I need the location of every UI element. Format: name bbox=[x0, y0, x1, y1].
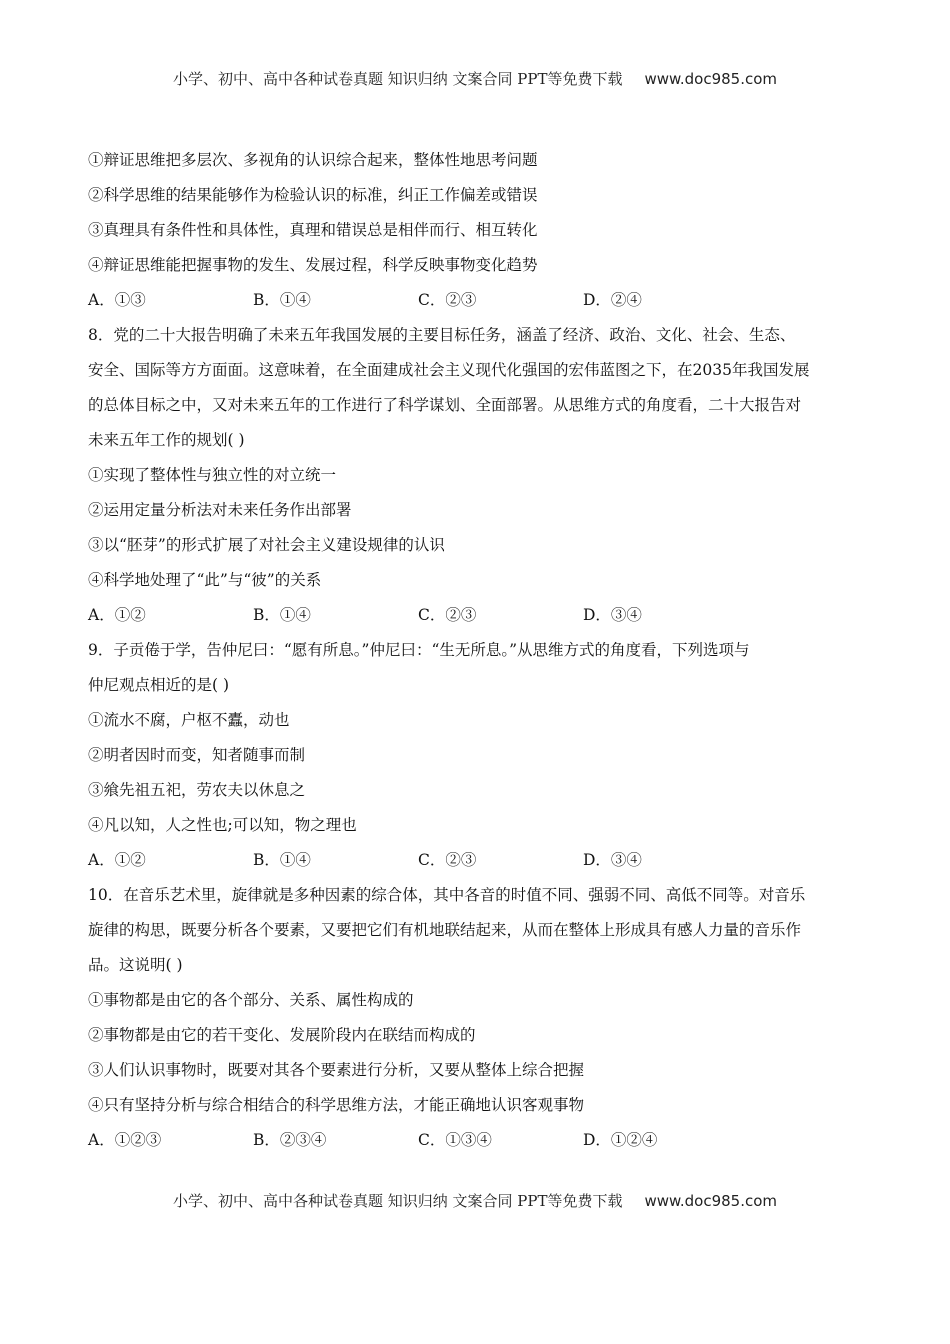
q9-item-4: ④凡以知，人之性也;可以知，物之理也 bbox=[88, 816, 357, 834]
q7-item-4: ④辩证思维能把握事物的发生、发展过程，科学反映事物变化趋势 bbox=[88, 256, 538, 274]
q7-option-a: A．①③ bbox=[88, 291, 146, 309]
q10-option-a: A．①②③ bbox=[88, 1131, 162, 1149]
q10-option-d: D．①②④ bbox=[583, 1131, 658, 1149]
q10-stem-line-3: 品。这说明( ) bbox=[88, 956, 183, 974]
footer-url[interactable]: www.doc985.com bbox=[644, 1192, 778, 1210]
q9-option-b: B．①④ bbox=[253, 851, 311, 869]
q8-item-2: ②运用定量分析法对未来任务作出部署 bbox=[88, 501, 352, 519]
q9-stem-line-1: 9．子贡倦于学，告仲尼曰：“愿有所息。”仲尼曰：“生无所息。”从思维方式的角度看，下列选项与 bbox=[88, 641, 750, 659]
q10-option-b: B．②③④ bbox=[253, 1131, 327, 1149]
q10-stem-line-1: 10．在音乐艺术里，旋律就是多种因素的综合体，其中各音的时值不同、强弱不同、高低不同等。对音乐 bbox=[88, 886, 806, 904]
q9-option-d: D．③④ bbox=[583, 851, 642, 869]
q8-option-d: D．③④ bbox=[583, 606, 642, 624]
q8-stem-line-2: 安全、国际等方方面面。这意味着，在全面建成社会主义现代化强国的宏伟蓝图之下，在2035年我国发展 bbox=[88, 361, 810, 379]
q7-option-c: C．②③ bbox=[418, 291, 477, 309]
q10-option-c: C．①③④ bbox=[418, 1131, 492, 1149]
q7-item-1: ①辩证思维把多层次、多视角的认识综合起来，整体性地思考问题 bbox=[88, 151, 538, 169]
question-7 bbox=[88, 143, 868, 318]
q7-option-d: D．②④ bbox=[583, 291, 642, 309]
q9-item-3: ③飨先祖五祀，劳农夫以休息之 bbox=[88, 781, 306, 799]
q8-item-4: ④科学地处理了“此”与“彼”的关系 bbox=[88, 571, 322, 589]
q10-options bbox=[88, 1123, 868, 1158]
q7-options bbox=[88, 283, 868, 318]
q9-option-c: C．②③ bbox=[418, 851, 477, 869]
q8-stem-line-1: 8．党的二十大报告明确了未来五年我国发展的主要目标任务，涵盖了经济、政治、文化、社会、生态、 bbox=[88, 326, 796, 344]
q10-item-4: ④只有坚持分析与综合相结合的科学思维方法，才能正确地认识客观事物 bbox=[88, 1096, 585, 1114]
question-10 bbox=[88, 878, 868, 1158]
q8-option-a: A．①② bbox=[88, 606, 146, 624]
q8-item-1: ①实现了整体性与独立性的对立统一 bbox=[88, 466, 337, 484]
q9-stem-line-2: 仲尼观点相近的是( ) bbox=[88, 676, 230, 694]
q8-stem-line-3: 的总体目标之中，又对未来五年的工作进行了科学谋划、全面部署。从思维方式的角度看，二十大报告对 bbox=[88, 396, 802, 414]
header-text: 小学、初中、高中各种试卷真题 知识归纳 文案合同 PPT等免费下载 bbox=[172, 70, 623, 88]
footer-text: 小学、初中、高中各种试卷真题 知识归纳 文案合同 PPT等免费下载 bbox=[172, 1192, 623, 1210]
q9-item-1: ①流水不腐，户枢不蠹，动也 bbox=[88, 711, 290, 729]
page-header bbox=[0, 68, 950, 89]
q9-item-2: ②明者因时而变，知者随事而制 bbox=[88, 746, 306, 764]
q7-option-b: B．①④ bbox=[253, 291, 311, 309]
q9-options bbox=[88, 843, 868, 878]
q8-item-3: ③以“胚芽”的形式扩展了对社会主义建设规律的认识 bbox=[88, 536, 445, 554]
q8-stem-line-4: 未来五年工作的规划( ) bbox=[88, 431, 245, 449]
q8-option-b: B．①④ bbox=[253, 606, 311, 624]
exam-content bbox=[88, 143, 868, 1158]
question-8 bbox=[88, 318, 868, 633]
q10-stem-line-2: 旋律的构思，既要分析各个要素，又要把它们有机地联结起来，从而在整体上形成具有感人力量的音乐作 bbox=[88, 921, 802, 939]
header-url[interactable]: www.doc985.com bbox=[644, 70, 778, 88]
q7-item-3: ③真理具有条件性和具体性，真理和错误总是相伴而行、相互转化 bbox=[88, 221, 538, 239]
q10-item-1: ①事物都是由它的各个部分、关系、属性构成的 bbox=[88, 991, 414, 1009]
q10-item-2: ②事物都是由它的若干变化、发展阶段内在联结而构成的 bbox=[88, 1026, 476, 1044]
q8-options bbox=[88, 598, 868, 633]
q7-item-2: ②科学思维的结果能够作为检验认识的标准，纠正工作偏差或错误 bbox=[88, 186, 538, 204]
q9-option-a: A．①② bbox=[88, 851, 146, 869]
q10-item-3: ③人们认识事物时，既要对其各个要素进行分析，又要从整体上综合把握 bbox=[88, 1061, 585, 1079]
question-9 bbox=[88, 633, 868, 878]
q8-option-c: C．②③ bbox=[418, 606, 477, 624]
page-footer bbox=[0, 1190, 950, 1211]
